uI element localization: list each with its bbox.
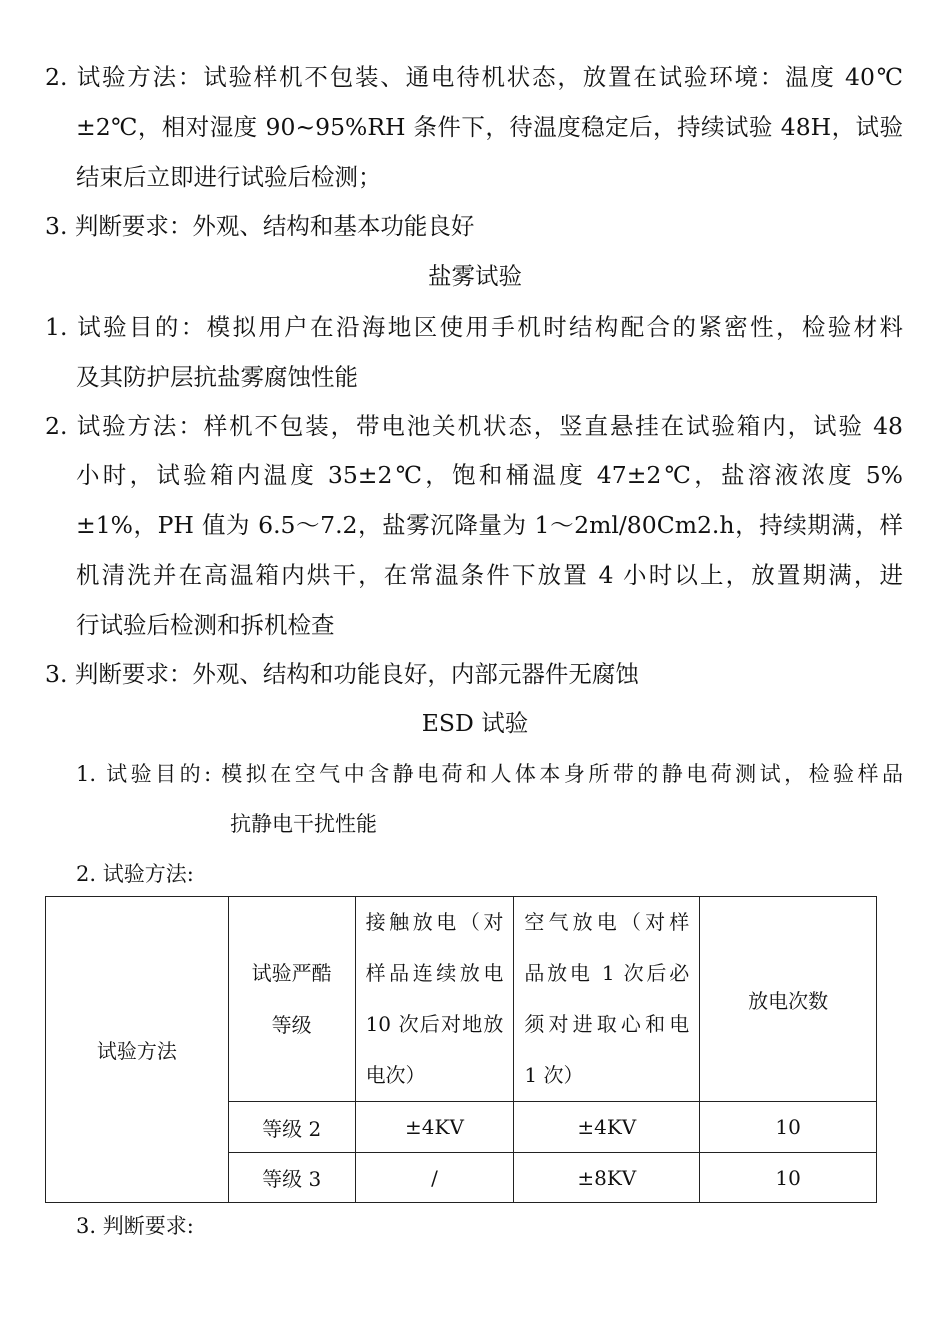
level-cell: 等级 3	[228, 1153, 355, 1203]
air-header-line-4: 1 次）	[524, 1063, 584, 1087]
contact-discharge-header	[355, 897, 514, 1102]
salt-method-line-5: 行试验后检测和拆机检查	[76, 611, 335, 639]
contact-header-line-2: 样品连续放电	[365, 961, 504, 985]
salt-judge: 3. 判断要求：外观、结构和功能良好，内部元器件无腐蚀	[45, 660, 639, 688]
salt-method-line-4: 机清洗并在高温箱内烘干，在常温条件下放置 4 小时以上，放置期满，进	[76, 561, 903, 589]
humidity-method-line-2: ±2℃，相对湿度 90~95%RH 条件下，待温度稳定后，持续试验 48H，试验	[76, 113, 903, 141]
humidity-judge: 3. 判断要求：外观、结构和基本功能良好	[45, 212, 475, 240]
severity-header-line-1: 试验严酷	[251, 961, 332, 985]
method-label: 试验方法	[96, 1039, 177, 1063]
contact-header-line-3: 10 次后对地放	[365, 1012, 504, 1036]
count-header: 放电次数	[748, 988, 829, 1013]
contact-header-line-4: 电次）	[365, 1063, 426, 1087]
salt-purpose-line-2: 及其防护层抗盐雾腐蚀性能	[76, 363, 358, 391]
air-header-line-1: 空气放电（对样	[524, 910, 690, 934]
severity-header-line-2: 等级	[271, 1013, 312, 1037]
contact-cell: /	[355, 1153, 514, 1203]
salt-method-line-3: ±1%，PH 值为 6.5～7.2，盐雾沉降量为 1～2ml/80Cm2.h，持续期满，样	[76, 511, 903, 539]
air-cell: ±8KV	[514, 1153, 700, 1203]
esd-purpose-line-2: 抗静电干扰性能	[230, 812, 377, 836]
air-header-line-2: 品放电 1 次后必	[524, 961, 690, 985]
air-header-line-3: 须对进取心和电	[524, 1012, 690, 1036]
table-header-row	[46, 897, 877, 1102]
air-cell: ±4KV	[514, 1102, 700, 1153]
humidity-method-line-3: 结束后立即进行试验后检测；	[76, 163, 382, 191]
count-cell: 10	[700, 1102, 877, 1153]
count-header-cell	[700, 897, 877, 1102]
level-cell: 等级 2	[228, 1102, 355, 1153]
salt-section-title: 盐雾试验	[428, 262, 522, 290]
salt-method-line-2: 小时，试验箱内温度 35±2℃，饱和桶温度 47±2℃，盐溶液浓度 5%	[76, 461, 903, 489]
humidity-method-line-1: 2. 试验方法：试验样机不包装、通电待机状态，放置在试验环境：温度 40℃	[45, 63, 903, 91]
severity-header-cell	[228, 897, 355, 1102]
esd-section-title: ESD 试验	[421, 709, 529, 737]
contact-cell: ±4KV	[355, 1102, 514, 1153]
method-label-cell	[46, 897, 229, 1203]
esd-judge-heading: 3. 判断要求:	[76, 1214, 194, 1238]
esd-purpose-line-1: 1. 试验目的: 模拟在空气中含静电荷和人体本身所带的静电荷测试，检验样品	[76, 762, 903, 786]
salt-method-line-1: 2. 试验方法：样机不包装，带电池关机状态，竖直悬挂在试验箱内，试验 48	[45, 412, 903, 440]
salt-purpose-line-1: 1. 试验目的：模拟用户在沿海地区使用手机时结构配合的紧密性，检验材料	[45, 313, 903, 341]
air-discharge-header	[514, 897, 700, 1102]
esd-test-table	[45, 896, 877, 1203]
contact-header-line-1: 接触放电（对	[365, 910, 504, 934]
count-cell: 10	[700, 1153, 877, 1203]
esd-method-heading: 2. 试验方法:	[76, 862, 194, 886]
